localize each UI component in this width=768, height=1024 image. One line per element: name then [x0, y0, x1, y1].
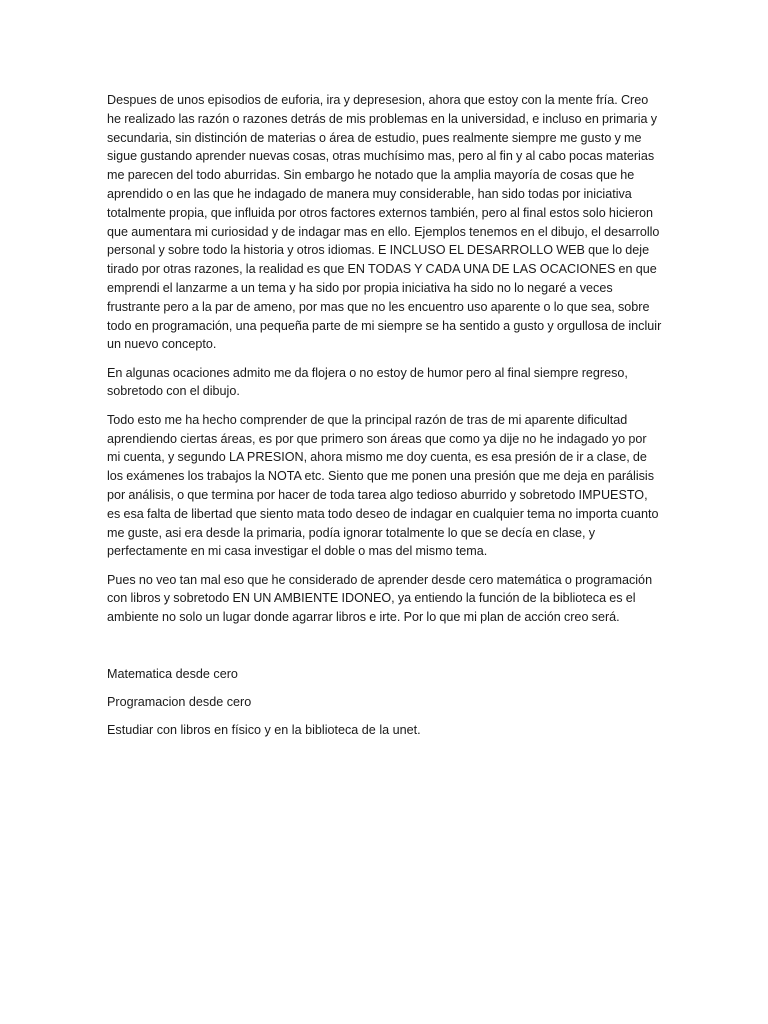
plan-item-library: Estudiar con libros en físico y en la biblioteca de la unet.	[107, 723, 421, 738]
plan-item-programming: Programacion desde cero	[107, 694, 252, 709]
paragraph-3: Todo esto me ha hecho comprender de que la principal razón de tras de mi aparente dificultad aprendiendo ciertas áreas, es por que primero son áreas que como ya dije no he indagado yo por mi cuenta, y segundo LA PRESION, ahora mismo me doy cuenta, es esa presión de ir a clase, de los exámenes los trabajos la NOTA etc. Siento que me ponen una presión que me deja en parálisis por análisis, o que termina por hacer de toda tarea algo tedioso aburrido y sobretodo IMPUESTO, es esa falta de libertad que siento mata todo deseo de indagar en cualquier tema no importa cuanto me guste, asi era desde la primaria, podía ignorar totalmente lo que se decía en clase, y perfectamente en mi casa investigar el doble o mas del mismo tema.	[107, 412, 659, 559]
paragraph-1: Despues de unos episodios de euforia, ira y depresesion, ahora que estoy con la mente fría. Creo he realizado las razón o razones detrás de mis problemas en la universidad, e incluso en primaria y secundaria, sin distinción de materias o área de estudio, pues realmente siempre me gusto y me sigue gustando aprender nuevas cosas, otras muchísimo mas, pero al fin y al cabo pocas materias me parecen del todo aburridas. Sin embargo he notado que la amplia mayoría de cosas que he aprendido o en las que he indagado de manera muy considerable, han sido todas por iniciativa totalmente propia, que influida por otros factores externos también, pero al final estos solo hicieron que aumentara mi curiosidad y de indagar mas en ello. Ejemplos tenemos en el dibujo, el desarrollo personal y sobre todo la historia y otros idiomas. E INCLUSO EL DESARROLLO WEB que lo deje tirado por otras razones, la realidad es que EN TODAS Y CADA UNA DE LAS OCACIONES en que emprendi el lanzarme a un tema y ha sido por propia iniciativa ha sido no lo negaré a veces frustrante pero a la par de ameno, por mas que no les encuentro uso aparente o lo que sea, sobre todo en programación, una pequeña parte de mi siempre se ha sentido a gusto y orgullosa de incluir un nuevo concepto.	[107, 93, 662, 352]
paragraph-2: En algunas ocaciones admito me da flojera o no estoy de humor pero al final siempre regreso, sobretodo con el dibujo.	[107, 365, 628, 399]
document-body	[107, 91, 663, 749]
plan-item-math: Matematica desde cero	[107, 666, 238, 681]
blank-line	[107, 637, 663, 665]
paragraph-4: Pues no veo tan mal eso que he considerado de aprender desde cero matemática o programación con libros y sobretodo EN UN AMBIENTE IDONEO, ya entiendo la función de la biblioteca es el ambiente no solo un lugar donde agarrar libros e irte. Por lo que mi plan de acción creo será.	[107, 572, 653, 625]
